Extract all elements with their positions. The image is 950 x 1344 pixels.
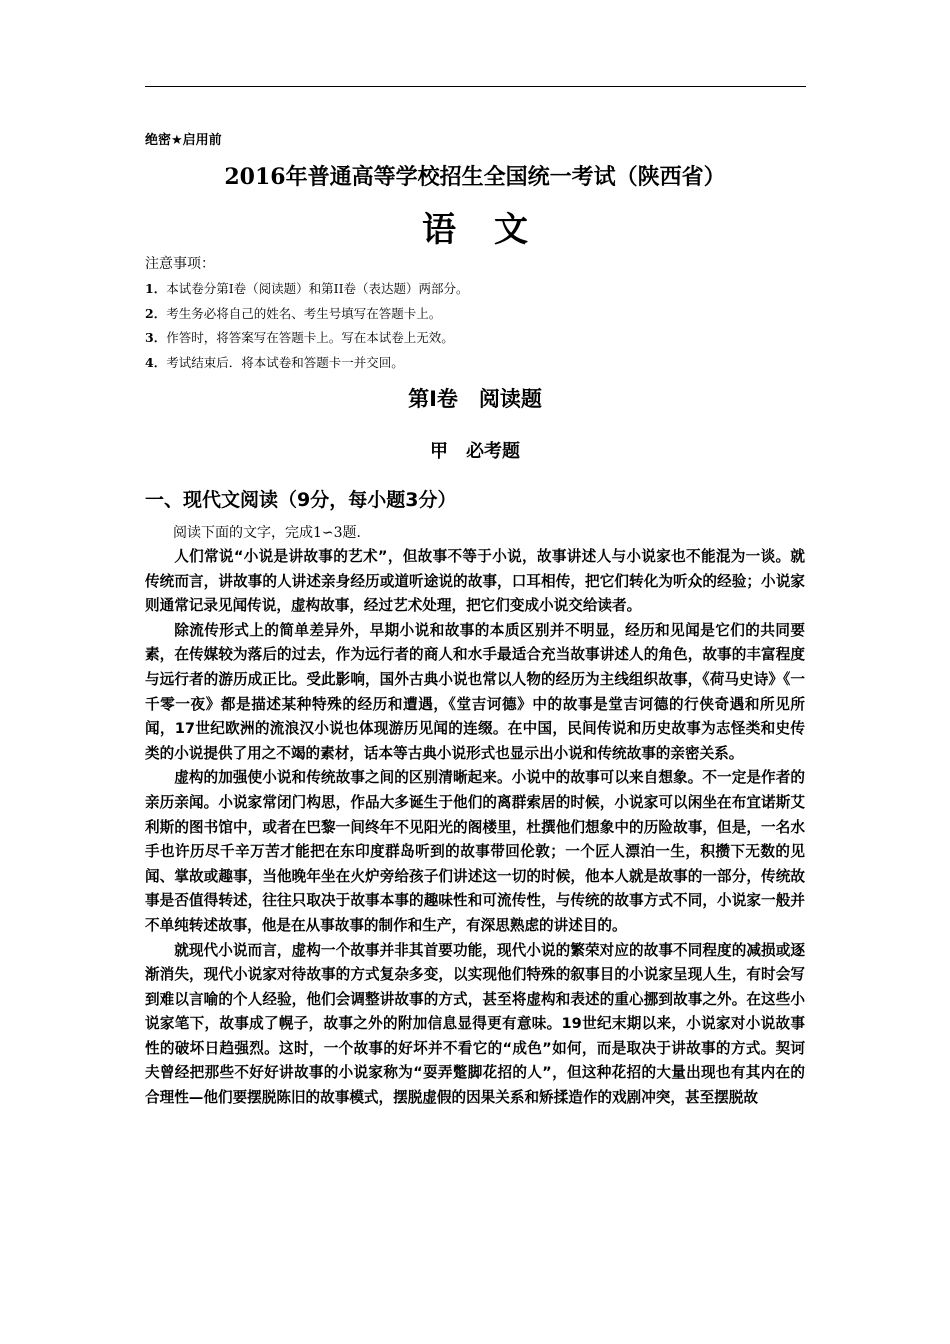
passage-paragraph: 人们常说“小说是讲故事的艺术”，但故事不等于小说，故事讲述人与小说家也不能混为一谈。就传统而言，讲故事的人讲述亲身经历或道听途说的故事，口耳相传，把它们转化为听众的经验；小说家则通常记录见闻传说，虚构故事，经过艺术处理，把它们变成小说交给读者。 [145,548,805,615]
part-subtitle: 甲 必考题 [430,441,520,462]
note-item: 2．考生务必将自己的姓名、考生号填写在答题卡上。 [145,305,442,321]
confidential-label: 绝密★启用前 [145,133,222,148]
notes-heading: 注意事项： [145,256,215,272]
reading-passage [145,545,805,1111]
part-title: 第I卷 阅读题 [408,387,542,411]
section-intro: 阅读下面的文字，完成1∽3题． [173,525,371,541]
exam-title: 2016年普通高等学校招生全国统一考试（陕西省） [224,164,726,190]
notes-block [145,254,805,378]
note-item: 1．本试卷分第I卷（阅读题）和第II卷（表达题）两部分。 [145,281,469,296]
passage-paragraph: 除流传形式上的简单差异外，早期小说和故事的本质区别并不明显，经历和见闻是它们的共同要素，在传媒较为落后的过去，作为远行者的商人和水手最适合充当故事讲述人的角色，故事的丰富程度与远行者的游历成正比。受此影响，国外古典小说也常以人物的经历为主线组织故事，《荷马史诗》《一千零一夜》都是描述某种特殊的经历和遭遇，《堂吉诃德》中的故事是堂吉诃德的行侠奇遇和所见所闻，17世纪欧洲的流浪汉小说也体现游历见闻的连缀。在中国，民间传说和历史故事为志怪类和史传类的小说提供了用之不竭的素材，话本等古典小说形式也显示出小说和传统故事的亲密关系。 [145,621,805,762]
note-number: 1 [145,281,154,296]
header-rule [145,86,806,87]
subject-title: 语文 [422,210,566,250]
note-number: 2 [145,305,154,321]
note-text: 考生务必将自己的姓名、考生号填写在答题卡上。 [166,305,442,321]
note-text: 考试结束后．将本试卷和答题卡一并交回。 [166,354,404,370]
note-item: 3．作答时，将答案写在答题卡上。写在本试卷上无效。 [145,330,454,345]
section-title: 一、现代文阅读（9分，每小题3分） [145,489,457,511]
passage-paragraph: 就现代小说而言，虚构一个故事并非其首要功能，现代小说的繁荣对应的故事不同程度的减损或逐渐消失，现代小说家对待故事的方式复杂多变，以实现他们特殊的叙事目的小说家呈现人生，有时会写到难以言喻的个人经验，他们会调整讲故事的方式，甚至将虚构和表述的重心挪到故事之外。在这些小说家笔下，故事成了幌子，故事之外的附加信息显得更有意味。19世纪末期以来，小说家对小说故事性的破坏日趋强烈。这时，一个故事的好坏并不看它的“成色”如何，而是取决于讲故事的方式。契诃夫曾经把那些不好好讲故事的小说家称为“耍弄蹩脚花招的人”，但这种花招的大量出现也有其内在的合理性—他们要摆脱陈旧的故事模式，摆脱虚假的因果关系和矫揉造作的戏剧冲突，甚至摆脱故 [145,941,805,1107]
passage-paragraph: 虚构的加强使小说和传统故事之间的区别清晰起来。小说中的故事可以来自想象。不一定是作者的亲历亲闻。小说家常闭门构思，作品大多诞生于他们的离群索居的时候，小说家可以闲坐在布宜诺斯艾利斯的图书馆中，或者在巴黎一间终年不见阳光的阁楼里，杜撰他们想象中的历险故事，但是，一名水手也许历尽千辛万苦才能把在东印度群岛听到的故事带回伦敦；一个匠人漂泊一生，积攒下无数的见闻、掌故或趣事，当他晚年坐在火炉旁给孩子们讲述这一切的时候，他本人就是故事的一部分，传统故事是否值得转述，往往只取决于故事本事的趣味性和可流传性，与传统的故事方式不同，小说家一般并不单纯转述故事，他是在从事故事的制作和生产，有深思熟虑的讲述目的。 [145,769,805,934]
note-text: 本试卷分第I卷（阅读题）和第II卷（表达题）两部分。 [166,281,469,296]
note-text: 作答时，将答案写在答题卡上。写在本试卷上无效。 [166,330,454,345]
note-number: 3 [145,330,154,345]
note-item: 4．考试结束后．将本试卷和答题卡一并交回。 [145,354,404,370]
note-number: 4 [145,354,154,370]
